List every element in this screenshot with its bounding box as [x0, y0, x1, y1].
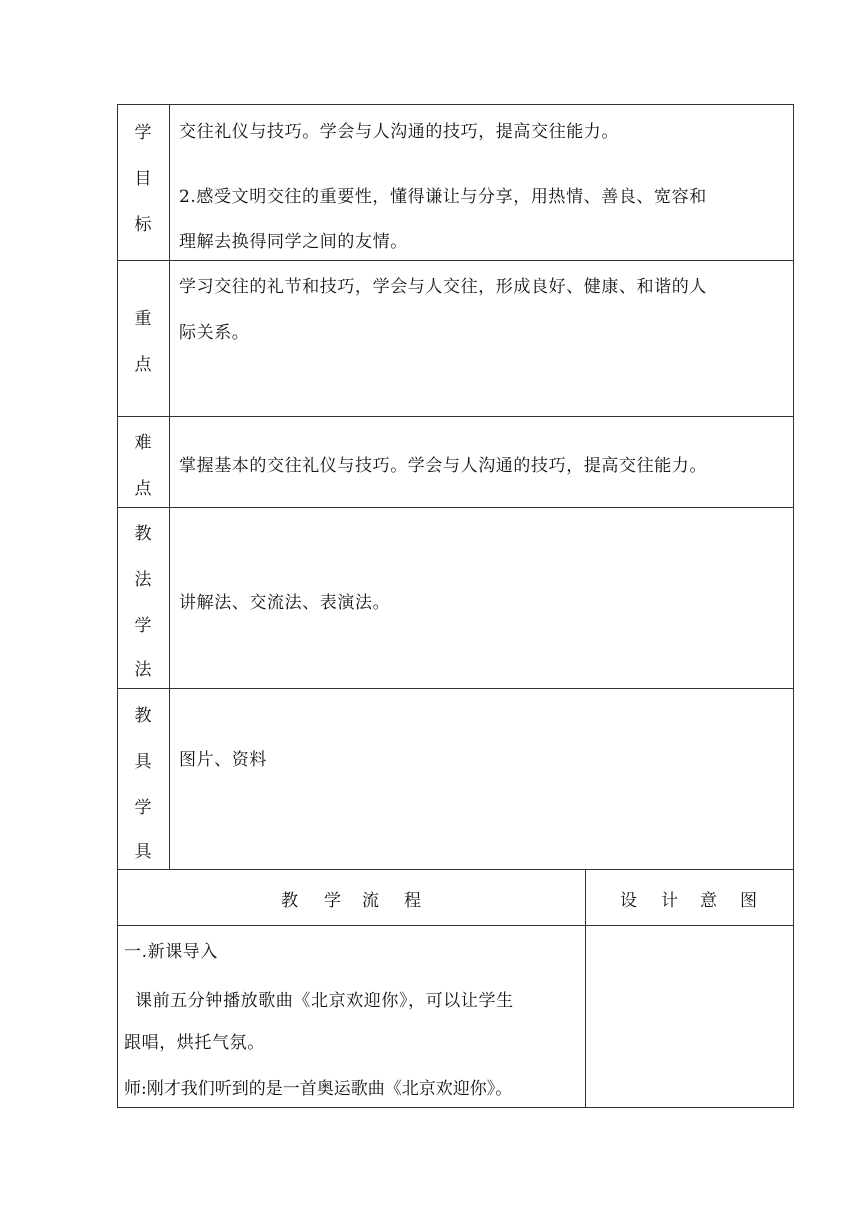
difficulties-line: 掌握基本的交往礼仪与技巧。学会与人沟通的技巧，提高交往能力。 [179, 456, 707, 476]
key-points-label-char: 点 [134, 355, 152, 375]
tools-label-char: 具 [134, 752, 152, 772]
key-points-label [117, 260, 169, 416]
header-char: 设 [620, 891, 637, 911]
key-points-line: 际关系。 [179, 323, 250, 343]
methods-label-char: 教 [134, 524, 152, 544]
tools-label-char: 学 [134, 798, 152, 818]
goals-label [117, 104, 169, 260]
row-divider [117, 416, 794, 417]
process-line: 跟唱，烘托气氛。 [124, 1033, 265, 1053]
tools-line: 图片、资料 [179, 750, 267, 770]
header-char: 图 [740, 891, 757, 911]
goals-label-char: 目 [134, 169, 152, 189]
goals-line: 交往礼仪与技巧。学会与人沟通的技巧，提高交往能力。 [179, 122, 619, 142]
row-divider [117, 688, 794, 689]
header-char: 流 [362, 891, 379, 911]
methods-label-char: 法 [134, 660, 152, 680]
goals-label-char: 标 [134, 215, 152, 235]
process-line: 师:刚才我们听到的是一首奥运歌曲《北京欢迎你》。 [124, 1079, 513, 1099]
difficulties-label [117, 416, 169, 507]
methods-line: 讲解法、交流法、表演法。 [179, 593, 391, 613]
header-char: 计 [661, 891, 678, 911]
row-divider [117, 507, 794, 508]
row-divider [117, 869, 794, 870]
difficulties-label-char: 点 [134, 479, 152, 499]
goals-label-char: 学 [134, 123, 152, 143]
goals-line: 理解去换得同学之间的友情。 [179, 232, 408, 252]
methods-label-char: 法 [134, 570, 152, 590]
header-char: 学 [324, 891, 341, 911]
design-intent-header [585, 886, 794, 910]
header-char: 意 [700, 891, 717, 911]
tools-label [117, 688, 169, 869]
row-divider [117, 260, 794, 261]
tools-label-char: 教 [134, 706, 152, 726]
tools-label-char: 具 [134, 842, 152, 862]
difficulties-label-char: 难 [134, 433, 152, 453]
process-line: 一.新课导入 [124, 942, 219, 962]
methods-label [117, 507, 169, 688]
header-char: 程 [404, 891, 421, 911]
key-points-label-char: 重 [134, 309, 152, 329]
header-char: 教 [281, 891, 298, 911]
goals-line: 2.感受文明交往的重要性，懂得谦让与分享，用热情、善良、宽容和 [179, 187, 707, 207]
row-divider [117, 925, 794, 926]
methods-label-char: 学 [134, 616, 152, 636]
teaching-process-header [117, 886, 585, 910]
process-line: 课前五分钟播放歌曲《北京欢迎你》，可以让学生 [135, 991, 514, 1011]
label-column-divider [169, 104, 170, 869]
key-points-line: 学习交往的礼节和技巧，学会与人交往，形成良好、健康、和谐的人 [179, 277, 707, 297]
